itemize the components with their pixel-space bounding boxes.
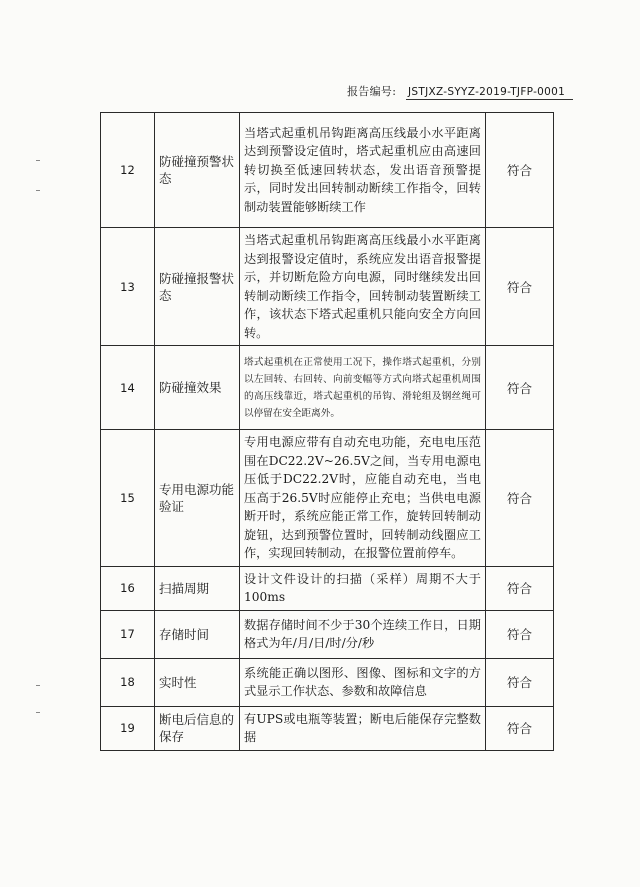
margin-mark <box>36 712 40 713</box>
row-number: 16 <box>101 566 155 610</box>
row-number: 15 <box>101 430 155 567</box>
table-row <box>101 610 554 658</box>
row-number: 18 <box>101 658 155 706</box>
result-cell: 符合 <box>486 658 554 706</box>
requirement-text: 有UPS或电瓶等装置；断电后能保存完整数据 <box>240 706 486 750</box>
table-row <box>101 658 554 706</box>
item-name: 存储时间 <box>155 610 240 658</box>
result-cell: 符合 <box>486 706 554 750</box>
table-row <box>101 346 554 430</box>
result-cell: 符合 <box>486 566 554 610</box>
item-name: 扫描周期 <box>155 566 240 610</box>
requirement-text: 塔式起重机在正常使用工况下，操作塔式起重机，分别以左回转、右回转、向前变幅等方式向塔式起重机周围的高压线靠近，塔式起重机的吊钩、滑轮组及钢丝绳可以停留在安全距离外。 <box>240 346 486 430</box>
result-cell: 符合 <box>486 228 554 346</box>
item-name: 防碰撞效果 <box>155 346 240 430</box>
requirement-text: 专用电源应带有自动充电功能，充电电压范围在DC22.2V~26.5V之间，当专用电源电压低于DC22.2V时，应能自动充电，当电压高于26.5V时应能停止充电；当供电电源断开时，系统应能正常工作，旋转回转制动旋钮，达到预警位置时，回转制动线圈应工作，实现回转制动，在报警位置前停车。 <box>240 430 486 567</box>
margin-mark <box>36 190 40 191</box>
margin-mark <box>36 160 40 161</box>
inspection-table <box>100 112 554 751</box>
row-number: 12 <box>101 113 155 228</box>
item-name: 防碰撞预警状态 <box>155 113 240 228</box>
item-name: 断电后信息的保存 <box>155 706 240 750</box>
requirement-text: 设计文件设计的扫描（采样）周期不大于100ms <box>240 566 486 610</box>
margin-mark <box>36 685 40 686</box>
row-number: 17 <box>101 610 155 658</box>
report-number-line <box>347 83 573 100</box>
result-cell: 符合 <box>486 113 554 228</box>
row-number: 14 <box>101 346 155 430</box>
result-cell: 符合 <box>486 430 554 567</box>
item-name: 实时性 <box>155 658 240 706</box>
requirement-text: 当塔式起重机吊钩距离高压线最小水平距离达到报警设定值时，系统应发出语音报警提示，并切断危险方向电源，同时继续发出回转制动断续工作指令，回转制动装置断续工作，该状态下塔式起重机只能向安全方向回转。 <box>240 228 486 346</box>
report-number-value: JSTJXZ-SYYZ-2019-TJFP-0001 <box>406 86 573 100</box>
table-row <box>101 706 554 750</box>
table-row <box>101 566 554 610</box>
result-cell: 符合 <box>486 610 554 658</box>
table-row <box>101 228 554 346</box>
row-number: 19 <box>101 706 155 750</box>
requirement-text: 当塔式起重机吊钩距离高压线最小水平距离达到预警设定值时，塔式起重机应由高速回转切换至低速回转状态，发出语音预警提示，同时发出回转制动断续工作指令，回转制动装置能够断续工作 <box>240 113 486 228</box>
requirement-text: 系统能正确以图形、图像、图标和文字的方式显示工作状态、参数和故障信息 <box>240 658 486 706</box>
row-number: 13 <box>101 228 155 346</box>
requirement-text: 数据存储时间不少于30个连续工作日，日期格式为年/月/日/时/分/秒 <box>240 610 486 658</box>
report-number-label: 报告编号: <box>347 85 397 98</box>
item-name: 防碰撞报警状态 <box>155 228 240 346</box>
result-cell: 符合 <box>486 346 554 430</box>
table-row <box>101 113 554 228</box>
table-row <box>101 430 554 567</box>
item-name: 专用电源功能验证 <box>155 430 240 567</box>
